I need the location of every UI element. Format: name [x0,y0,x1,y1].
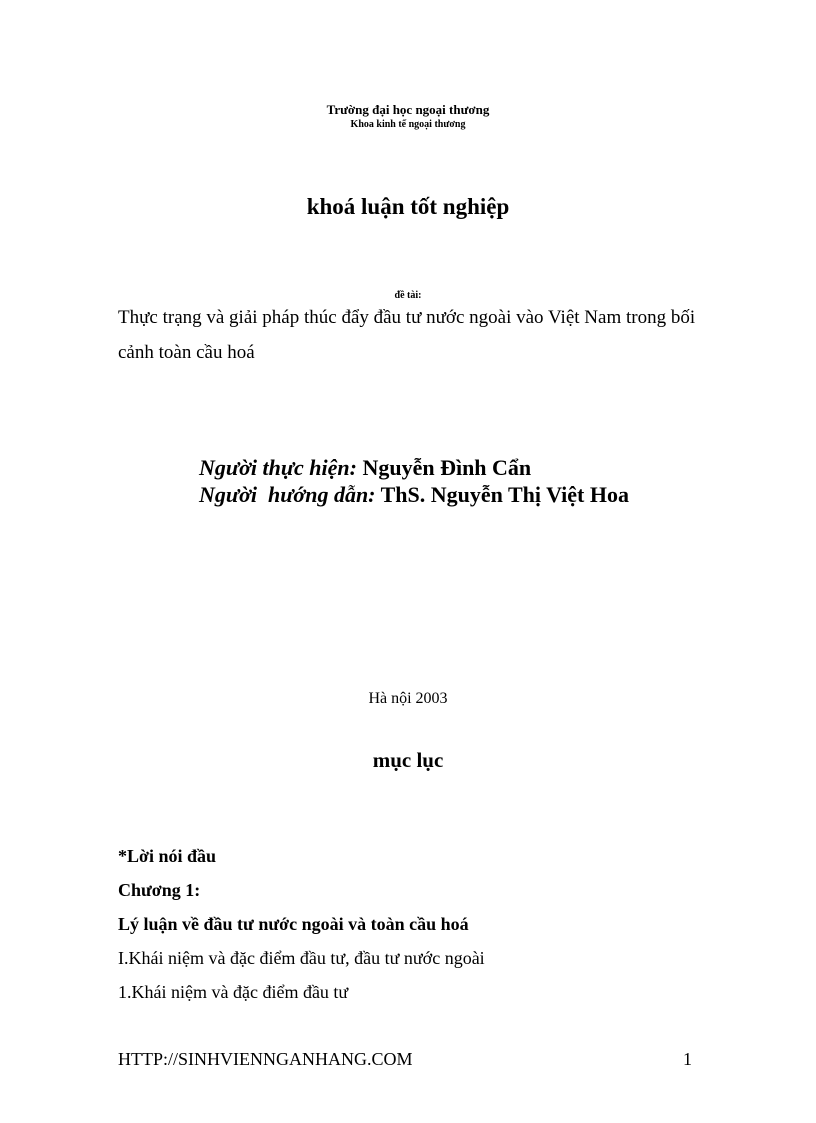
toc-item-subsection-1: 1.Khái niệm và đặc điểm đầu tư [118,982,349,1002]
performer-line [199,455,531,481]
advisor-line [199,482,629,508]
toc-title: mục lục [372,748,444,772]
document-title: khoá luận tốt nghiệp [306,194,510,219]
toc-item-chapter-1: Chương 1: [118,880,201,900]
topic-label: đề tài: [394,290,422,301]
university-name: Trường đại học ngoại thương [326,102,490,117]
faculty-name: Khoa kinh tế ngoại thương [350,119,466,130]
toc-item-foreword: *Lời nói đầu [118,846,217,866]
topic-text-line-2: cảnh toàn cầu hoá [118,342,255,363]
toc-item-section-1: I.Khái niệm và đặc điểm đầu tư, đầu tư nước ngoài [118,948,485,968]
topic-text-line-1: Thực trạng và giải pháp thúc đẩy đầu tư nước ngoài vào Việt Nam trong bối [118,307,696,328]
advisor-label: Người hướng dẫn: [199,482,376,507]
page-number: 1 [683,1049,692,1069]
advisor-name: ThS. Nguyễn Thị Việt Hoa [375,482,629,507]
performer-label: Người thực hiện: [199,455,357,480]
toc-item-chapter-1-title: Lý luận về đầu tư nước ngoài và toàn cầu hoá [118,914,469,934]
footer-url: HTTP://SINHVIENNGANHANG.COM [118,1049,413,1069]
performer-name: Nguyễn Đình Cẩn [356,455,532,480]
place-year: Hà nội 2003 [368,690,448,707]
